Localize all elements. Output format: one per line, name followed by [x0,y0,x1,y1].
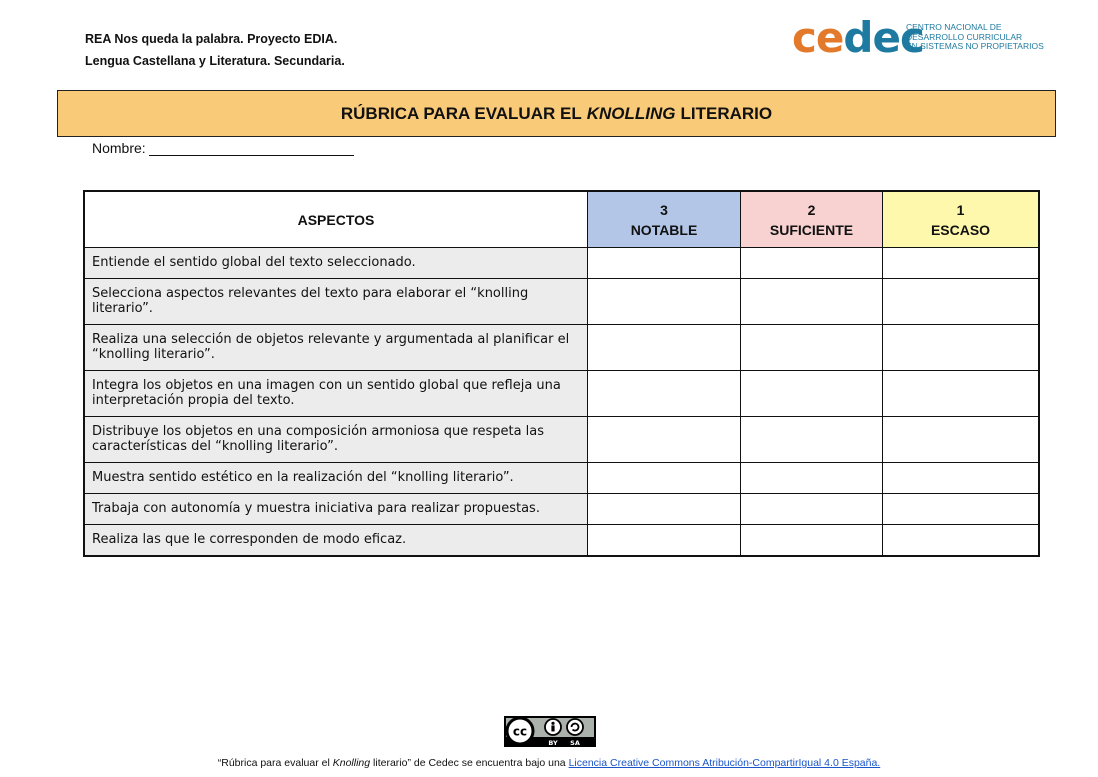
table-row [84,463,1039,494]
score-cell-escaso[interactable] [883,417,1040,463]
name-blank-line[interactable] [149,141,354,156]
score-cell-notable[interactable] [588,417,741,463]
score-cell-suficiente[interactable] [741,248,883,279]
name-field [92,140,354,156]
rubric-title-bar [57,90,1056,137]
header-line-1: REA Nos queda la palabra. Proyecto EDIA. [85,32,338,46]
rubric-table [83,190,1040,557]
header-line-2: Lengua Castellana y Literatura. Secundaria. [85,54,345,68]
score-cell-suficiente[interactable] [741,417,883,463]
score-cell-notable[interactable] [588,463,741,494]
criterion-cell: Realiza las que le corresponden de modo eficaz. [84,525,588,557]
criterion-cell: Distribuye los objetos en una composición armoniosa que respeta las características del “knolling literario”. [84,417,588,463]
table-row [84,248,1039,279]
score-cell-escaso[interactable] [883,248,1040,279]
title-text-before: RÚBRICA PARA EVALUAR EL [340,103,582,123]
title-text-emphasis: KNOLLING [586,103,676,123]
cc-sa-label: SA [570,739,580,747]
level-score: 3 [660,201,668,218]
cc-by-sa-badge [504,716,596,747]
criterion-cell: Realiza una selección de objetos relevante y argumentada al planificar el “knolling literario”. [84,325,588,371]
level-label: SUFICIENTE [769,221,854,238]
criterion-cell: Muestra sentido estético en la realización del “knolling literario”. [84,463,588,494]
score-cell-suficiente[interactable] [741,325,883,371]
score-cell-suficiente[interactable] [741,279,883,325]
footer-text-emphasis: Knolling [332,757,371,769]
logo-sub-line-2: DESARROLLO CURRICULAR [906,31,1023,42]
criterion-cell: Trabaja con autonomía y muestra iniciativa para realizar propuestas. [84,494,588,525]
logo-sub-line-3: EN SISTEMAS NO PROPIETARIOS [906,41,1044,51]
logo-sub-line-1: CENTRO NACIONAL DE [906,22,1002,32]
logo-word-rest: dec [843,13,924,62]
criterion-cell: Selecciona aspectos relevantes del texto para elaborar el “knolling literario”. [84,279,588,325]
name-label: Nombre: [92,140,146,156]
level-label: ESCASO [930,221,991,238]
license-footer [0,757,1098,769]
level-label: NOTABLE [630,221,698,238]
aspects-header: ASPECTOS [84,191,588,248]
score-cell-suficiente[interactable] [741,525,883,557]
score-cell-notable[interactable] [588,325,741,371]
score-cell-escaso[interactable] [883,325,1040,371]
table-row [84,279,1039,325]
logo-word-c: ce [792,13,844,62]
table-row [84,525,1039,557]
logo-subtitle [906,23,1044,52]
score-cell-suficiente[interactable] [741,494,883,525]
level-header-escaso [883,191,1040,248]
level-score: 2 [807,201,816,218]
score-cell-escaso[interactable] [883,525,1040,557]
level-header-suficiente [741,191,883,248]
score-cell-escaso[interactable] [883,463,1040,494]
level-score: 1 [956,201,965,218]
footer-text-middle: literario” de Cedec se encuentra bajo una [373,757,566,769]
table-row [84,371,1039,417]
score-cell-escaso[interactable] [883,494,1040,525]
table-row [84,325,1039,371]
sa-share-icon [567,719,583,735]
criterion-cell: Entiende el sentido global del texto seleccionado. [84,248,588,279]
criterion-cell: Integra los objetos en una imagen con un sentido global que refleja una interpretación propia del texto. [84,371,588,417]
license-link[interactable]: Licencia Creative Commons Atribución-CompartirIgual 4.0 España. [568,757,881,769]
footer-text-before: “Rúbrica para evaluar el [217,757,330,769]
svg-text:cc: cc [512,724,528,739]
score-cell-escaso[interactable] [883,371,1040,417]
score-cell-suficiente[interactable] [741,371,883,417]
title-text-after: LITERARIO [680,103,773,123]
logo-wordmark [792,13,924,62]
score-cell-notable[interactable] [588,494,741,525]
level-header-notable [588,191,741,248]
score-cell-notable[interactable] [588,525,741,557]
table-row [84,494,1039,525]
score-cell-escaso[interactable] [883,279,1040,325]
score-cell-notable[interactable] [588,279,741,325]
cc-by-label: BY [548,739,558,747]
table-row [84,417,1039,463]
score-cell-notable[interactable] [588,371,741,417]
score-cell-suficiente[interactable] [741,463,883,494]
cedec-logo [792,13,1044,62]
score-cell-notable[interactable] [588,248,741,279]
